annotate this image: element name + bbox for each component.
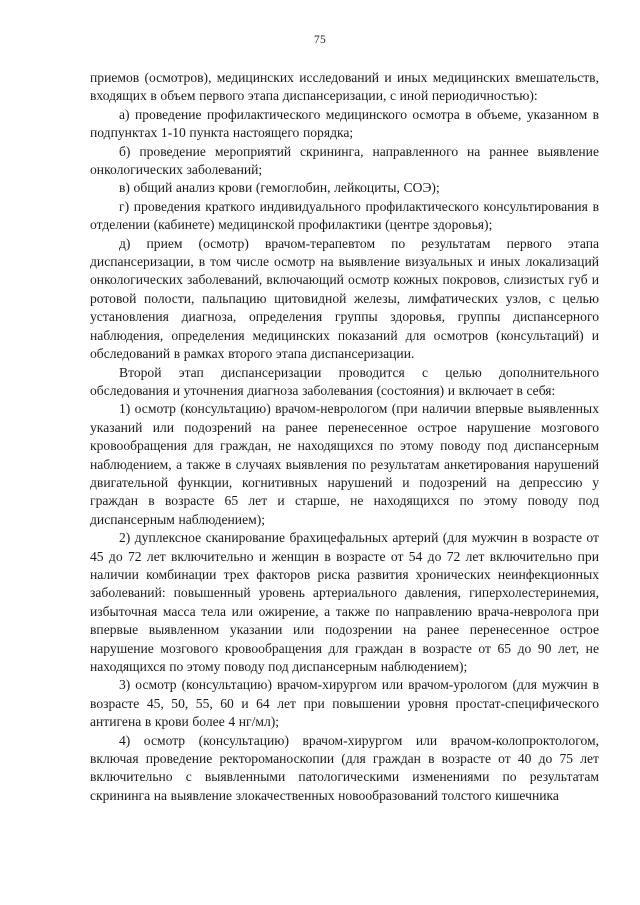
paragraph-item-g: г) проведения краткого индивидуального профилактического консультирования в отделении (кабинете) медицинской профилактики (центре здоровья);: [90, 198, 599, 233]
paragraph-item-a: а) проведение профилактического медицинского осмотра в объеме, указанном в подпунктах 1-10 пункта настоящего порядка;: [90, 106, 599, 141]
paragraph-item-1: 1) осмотр (консультацию) врачом-неврологом (при наличии впервые выявленных указаний или подозрений на ранее перенесенное острое нарушение мозгового кровообращения для граждан, не находящихся по этому поводу под диспансерным наблюдением, а также в случаях выявления по результатам анкетирования нарушений двигательной функции, когнитивных нарушений и подозрений на депрессию у граждан в возрасте 65 лет и старше, не находящихся по этому поводу под диспансерным наблюдением);: [90, 401, 599, 527]
paragraph-second-stage-intro: Второй этап диспансеризации проводится с целью дополнительного обследования и уточнения диагноза заболевания (состояния) и включает в себя:: [90, 364, 599, 398]
paragraph-item-2: 2) дуплексное сканирование брахицефальных артерий (для мужчин в возрасте от 45 до 72 лет включительно и женщин в возрасте от 54 до 72 лет включительно при наличии комбинации трех факторов риска развития хронических неинфекционных заболеваний: повышенный уровень артериального давления, гиперхолестеринемия, избыточная масса тела или ожирение, а также по направлению врача-невролога при впервые выявленном указании или подозрении на ранее перенесенное острое нарушение мозгового кровообращения для граждан в возрасте от 65 до 90 лет, не находящихся по этому поводу под диспансерным наблюдением);: [90, 530, 599, 674]
paragraph-item-b: б) проведение мероприятий скрининга, направленного на раннее выявление онкологических заболеваний;: [90, 143, 599, 178]
paragraph-item-3: 3) осмотр (консультацию) врачом-хирургом или врачом-урологом (для мужчин в возрасте 45, 50, 55, 60 и 64 лет при повышении уровня простат-специфического антигена в крови более 4 нг/мл);: [90, 677, 599, 730]
paragraph-continuation: приемов (осмотров), медицинских исследований и иных медицинских вмешательств, входящих в объем первого этапа диспансеризации, с иной периодичностью):: [90, 70, 599, 104]
paragraph-item-d: д) прием (осмотр) врачом-терапевтом по результатам первого этапа диспансеризации, в том числе осмотр на выявление визуальных и иных локализаций онкологических заболеваний, включающий осмотр кожных покровов, слизистых губ и ротовой полости, пальпацию щитовидной железы, лимфатических узлов, с целью установления диагноза, определения группы здоровья, группы диспансерного наблюдения, определения медицинских показаний для осмотров (консультаций) и обследований в рамках второго этапа диспансеризации.: [90, 235, 599, 362]
paragraph-item-v: в) общий анализ крови (гемоглобин, лейкоциты, СОЭ);: [119, 180, 440, 196]
paragraph-item-4: 4) осмотр (консультацию) врачом-хирургом или врачом-колопроктологом, включая проведение ректороманоскопии (для граждан в возрасте от 40 до 75 лет включительно с выявленными патологическими изменениями по результатам скрининга на выявление злокачественных новообразований толстого кишечника: [90, 732, 599, 803]
page-number: 75: [313, 34, 327, 46]
document-body: [90, 69, 599, 805]
